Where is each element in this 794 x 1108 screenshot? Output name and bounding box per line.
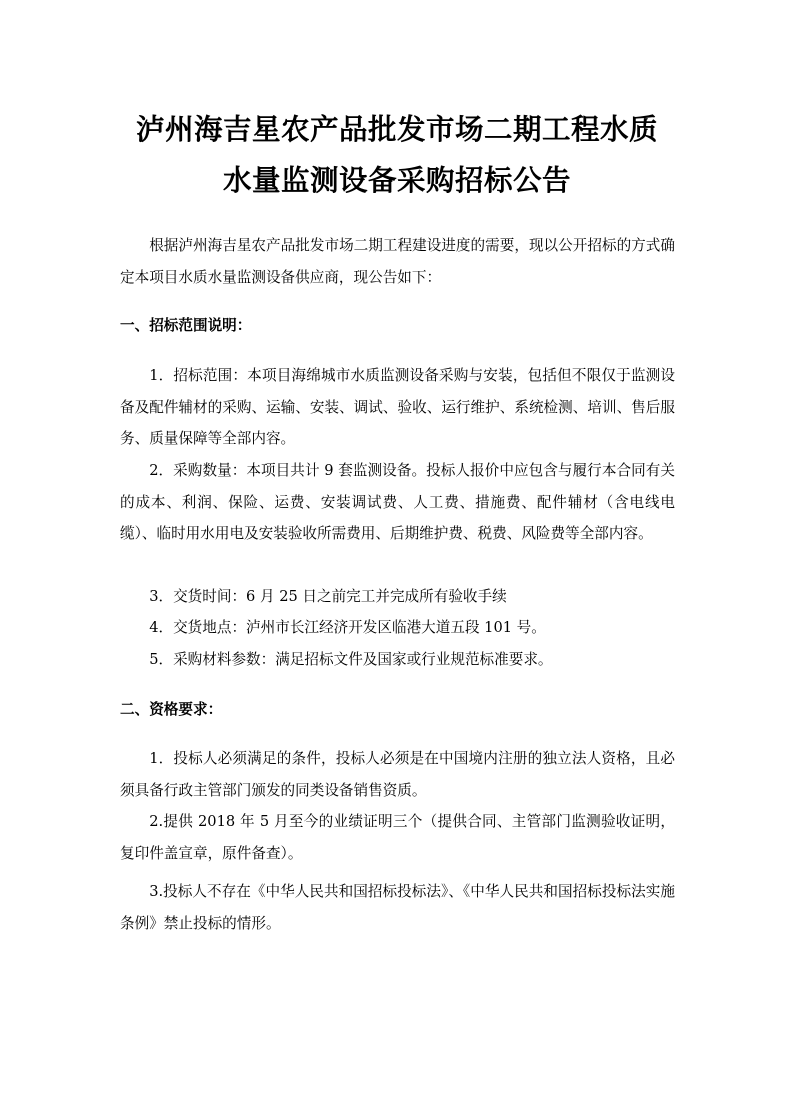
intro-paragraph: 根据泸州海吉星农产品批发市场二期工程建设进度的需要，现以公开招标的方式确定本项目水质水量监测设备供应商，现公告如下： <box>120 237 675 286</box>
section2-item-2: 2.提供 2018 年 5 月至今的业绩证明三个（提供合同、主管部门监测验收证明，复印件盖宣章，原件备查）。 <box>120 813 675 862</box>
section2-item-3: 3.投标人不存在《中华人民共和国招标投标法》、《中华人民共和国招标投标法实施条例》禁止投标的情形。 <box>120 883 675 932</box>
section1-item-2: 2．采购数量：本项目共计 9 套监测设备。投标人报价中应包含与履行本合同有关的成本、利润、保险、运费、安装调试费、人工费、措施费、配件辅材（含电线电缆）、临时用水用电及安装验收所需费用、后期维护费、税费、风险费等全部内容。 <box>120 462 675 542</box>
document-title-line2: 水量监测设备采购招标公告 <box>222 164 571 197</box>
section1-item-5: 5．采购材料参数：满足招标文件及国家或行业规范标准要求。 <box>149 651 553 668</box>
section2-item-1: 1．投标人必须满足的条件，投标人必须是在中国境内注册的独立法人资格，且必须具备行政主管部门颁发的同类设备销售资质。 <box>120 750 675 799</box>
section2-heading: 二、资格要求： <box>120 701 223 718</box>
section1-heading: 一、招标范围说明： <box>120 317 252 334</box>
document-title-line1: 泸州海吉星农产品批发市场二期工程水质 <box>135 113 658 146</box>
section1-item-3: 3．交货时间：6 月 25 日之前完工并完成所有验收手续 <box>149 588 507 605</box>
section1-item-4: 4．交货地点：泸州市长江经济开发区临港大道五段 101 号。 <box>149 619 546 636</box>
section1-item-1: 1．招标范围：本项目海绵城市水质监测设备采购与安装，包括但不限仅于监测设备及配件辅材的采购、运输、安装、调试、验收、运行维护、系统检测、培训、售后服务、质量保障等全部内容。 <box>120 367 675 447</box>
